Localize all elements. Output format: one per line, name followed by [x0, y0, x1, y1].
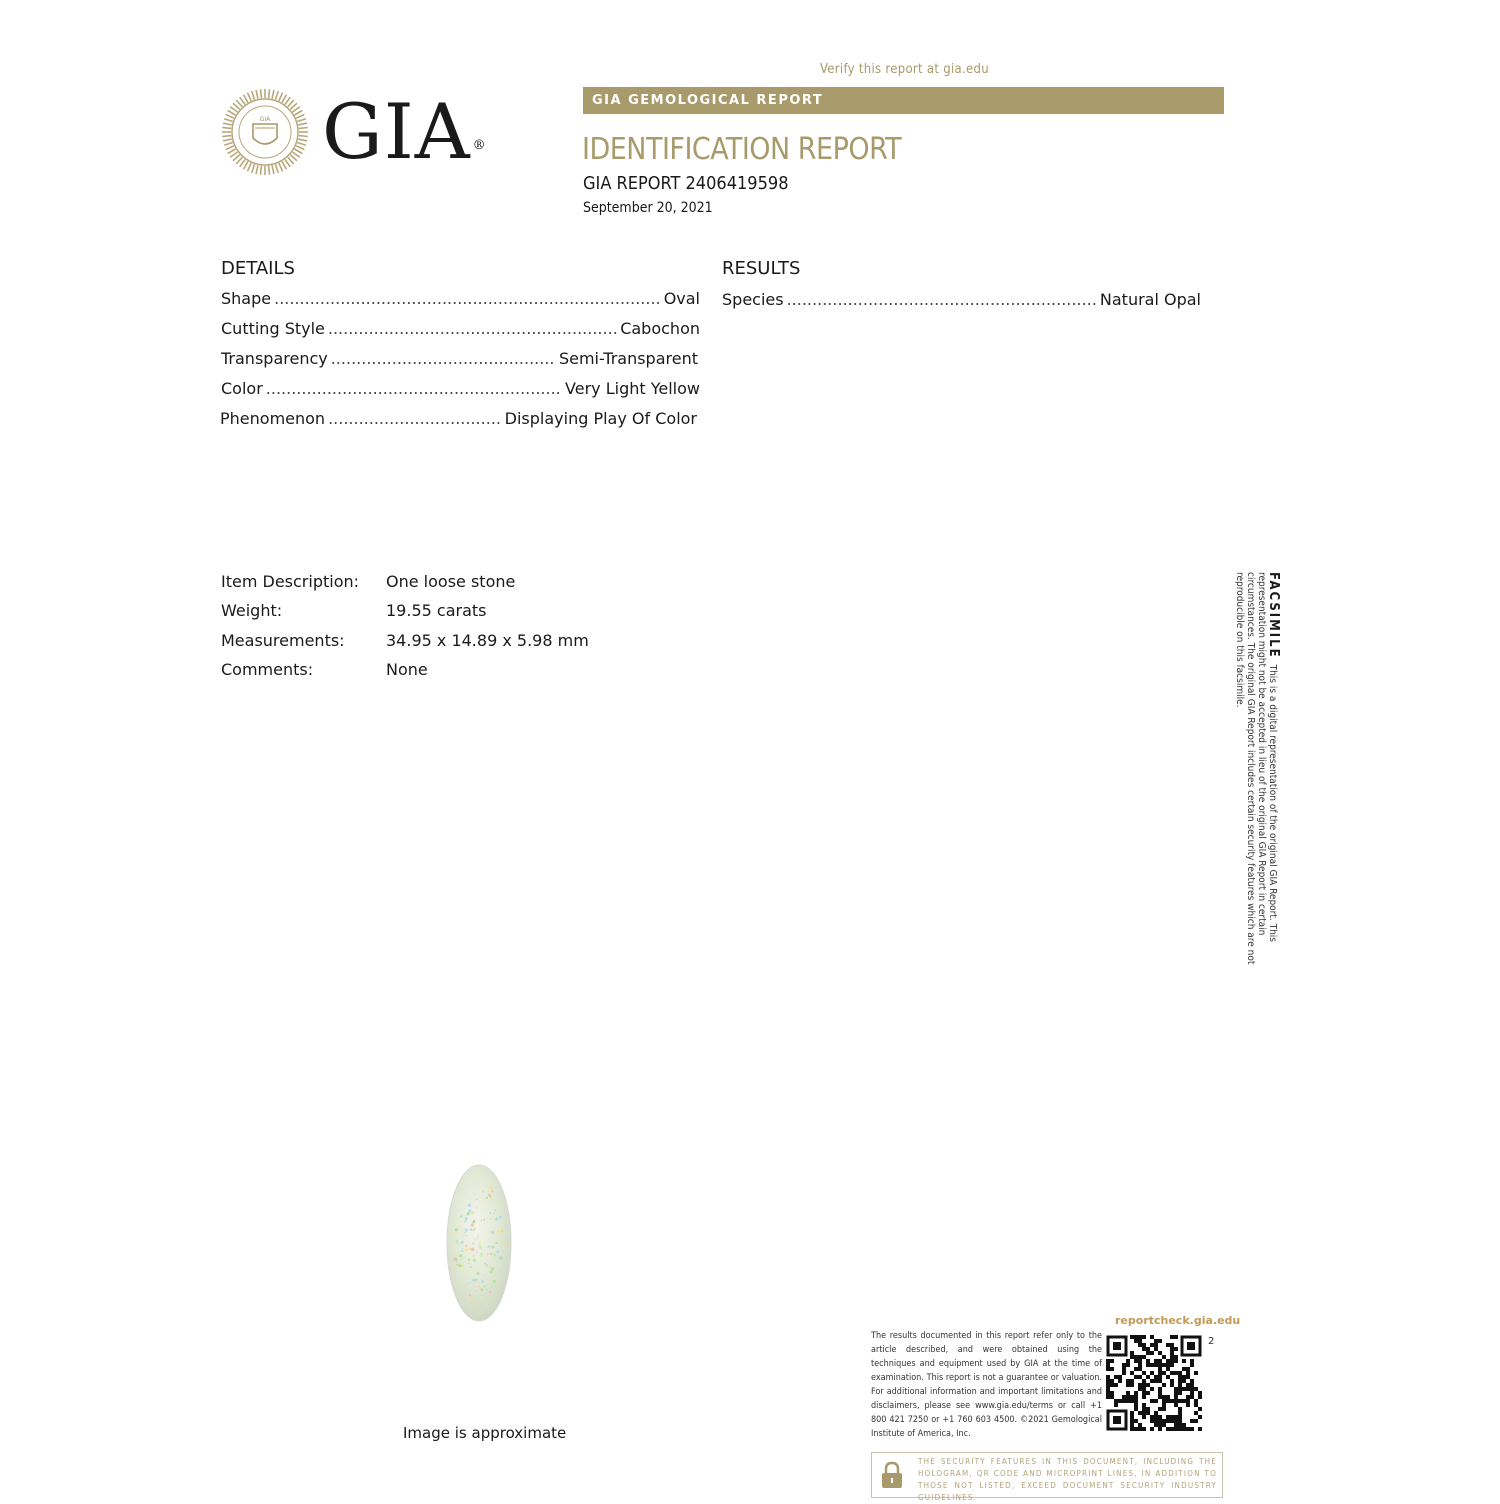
detail-value: Semi-Transparent — [558, 349, 698, 368]
lock-icon — [880, 1461, 904, 1489]
gia-wordmark: GIA ® — [322, 87, 487, 176]
gia-seal-logo — [221, 88, 309, 176]
leader-dots — [331, 349, 556, 368]
facsimile-text: This is a digital representation of the original GIA Report. This representation might not be accepted in lieu of the original GIA Report in certain circumstances. The original GIA Report includes certain security features which are not reproducible on this facsimile. — [1234, 572, 1278, 965]
leader-dots — [787, 290, 1097, 309]
details-row-shape — [221, 289, 700, 308]
result-value: Natural Opal — [1099, 290, 1201, 309]
detail-label: Phenomenon — [220, 409, 326, 428]
details-row-phenomenon — [220, 409, 697, 428]
details-heading: DETAILS — [221, 258, 295, 279]
detail-value: Cabochon — [620, 319, 700, 338]
detail-value: Displaying Play Of Color — [504, 409, 697, 428]
seal-text: GIA — [259, 116, 271, 123]
security-notice-text: THE SECURITY FEATURES IN THIS DOCUMENT, INCLUDING THE HOLOGRAM, QR CODE AND MICROPRINT LINES, IN ADDITION TO THOSE NOT LISTED, EXCEED DOCUMENT SECURITY INDUSTRY GUIDELINES. — [918, 1457, 1217, 1502]
results-heading: RESULTS — [722, 258, 801, 279]
detail-label: Color — [221, 379, 263, 398]
detail-label: Shape — [221, 289, 272, 308]
details-row-cutting-style — [221, 319, 700, 338]
facsimile-note — [1233, 572, 1279, 984]
details-row-color — [221, 379, 700, 398]
leader-dots — [274, 289, 661, 308]
qr-code-icon[interactable] — [1106, 1335, 1202, 1431]
measurements-label: Measurements: — [221, 631, 345, 650]
disclaimer-text: The results documented in this report refer only to the article described, and were obtained using the techniques and equipment used by GIA at the time of examination. This report is not a guarantee or valuation. For additional information and important limitations and disclaimers, please see www.gia.edu/terms or call +1 800 421 7250 or +1 760 603 4500. ©2021 Gemological Institute of America, Inc. — [871, 1331, 1102, 1439]
detail-value: Very Light Yellow — [565, 379, 700, 398]
verify-link[interactable]: Verify this report at gia.edu — [820, 62, 989, 77]
page-number: 2 — [1208, 1336, 1215, 1347]
image-caption: Image is approximate — [403, 1424, 567, 1442]
leader-dots — [266, 379, 562, 398]
item-description-label: Item Description: — [221, 572, 360, 591]
measurements-value: 34.95 x 14.89 x 5.98 mm — [386, 631, 589, 650]
comments-value: None — [386, 660, 428, 679]
detail-label: Transparency — [221, 349, 328, 368]
results-row-species — [722, 290, 1201, 309]
report-number: GIA REPORT 2406419598 — [583, 173, 789, 194]
leader-dots — [328, 409, 502, 428]
report-date: September 20, 2021 — [583, 200, 713, 216]
opal-stone-image — [445, 1163, 513, 1323]
weight-value: 19.55 carats — [386, 601, 487, 620]
facsimile-heading: FACSIMILE — [1266, 572, 1281, 659]
registered-mark: ® — [472, 138, 487, 153]
details-row-transparency — [221, 349, 698, 368]
comments-label: Comments: — [221, 660, 314, 679]
report-title: IDENTIFICATION REPORT — [582, 132, 902, 167]
weight-label: Weight: — [221, 601, 283, 620]
leader-dots — [328, 319, 617, 338]
item-description-value: One loose stone — [386, 572, 516, 591]
result-label: Species — [722, 290, 784, 309]
reportcheck-link[interactable]: reportcheck.gia.edu — [1115, 1314, 1241, 1327]
detail-value: Oval — [663, 289, 700, 308]
report-banner: GIA GEMOLOGICAL REPORT — [583, 87, 1224, 114]
detail-label: Cutting Style — [221, 319, 325, 338]
